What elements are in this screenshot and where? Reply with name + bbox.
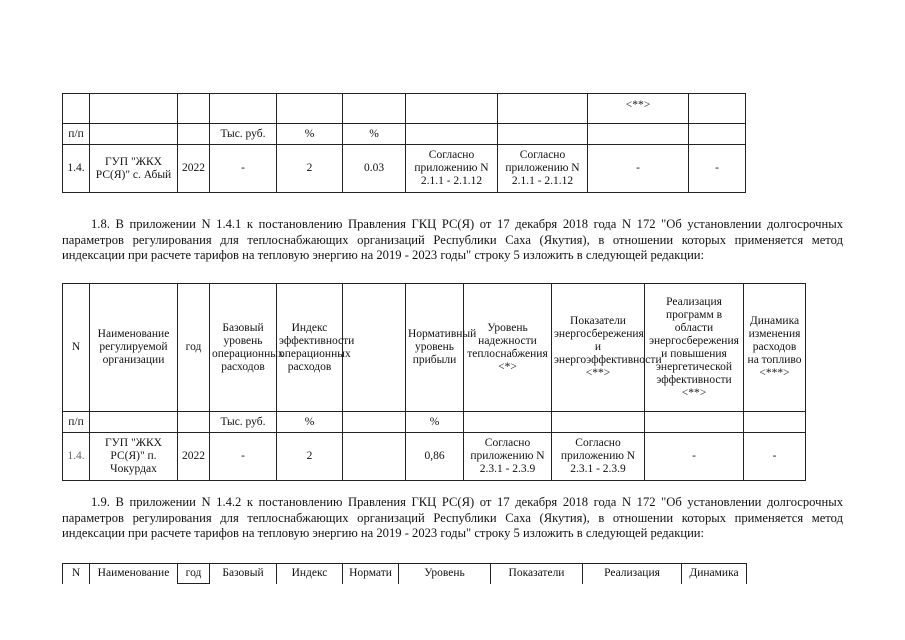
table-2 — [62, 283, 806, 481]
cell — [90, 412, 178, 433]
cell — [178, 412, 210, 433]
header-norm: Нормативный уровень прибыли — [406, 284, 464, 412]
paragraph-1-8: 1.8. В приложении N 1.4.1 к постановлению Правления ГКЦ РС(Я) от 17 декабря 2018 года N 172 "Об установлении долгосрочных параметров регулирования для теплоснабжающих организаций Республики Саха (Якутия), в отношении которых применяется метод индексации при расчете тарифов на тепловую энергию на 2019 - 2023 годы" строку 5 изложить в следующей редакции: — [62, 217, 843, 262]
header-num: N — [63, 564, 90, 584]
cell — [277, 94, 343, 124]
row-index: 2 — [277, 145, 343, 193]
cell — [744, 412, 806, 433]
row-programs: - — [645, 433, 744, 481]
label-index-unit: % — [277, 124, 343, 145]
header-energy: Показатели энергосбережения и энергоэффективности <**> — [552, 284, 645, 412]
row-reliability: Согласно приложению N 2.3.1 - 2.3.9 — [464, 433, 552, 481]
cell — [90, 94, 178, 124]
label-base-unit: Тыс. руб. — [210, 412, 277, 433]
cell — [343, 94, 406, 124]
row-base: - — [210, 433, 277, 481]
label-index-unit: % — [277, 412, 343, 433]
row-org: ГУП "ЖКХ РС(Я)" с. Абый — [90, 145, 178, 193]
row-year: 2022 — [178, 433, 210, 481]
cell — [90, 124, 178, 145]
table-3-header-row — [63, 564, 747, 584]
header-fuel: Динамика — [682, 564, 747, 584]
table-2-label-row — [63, 412, 806, 433]
row-norm: 0,86 — [406, 433, 464, 481]
header-index: Индекс — [277, 564, 343, 584]
table-row — [63, 145, 746, 193]
cell — [552, 412, 645, 433]
paragraph-1-9: 1.9. В приложении N 1.4.2 к постановлению Правления ГКЦ РС(Я) от 17 декабря 2018 года N 172 "Об установлении долгосрочных параметров регулирования для теплоснабжающих организаций Республики Саха (Якутия), в отношении которых применяется метод индексации при расчете тарифов на тепловую энергию на 2019 - 2023 годы" строку 5 изложить в следующей редакции: — [62, 495, 843, 540]
row-norm: 0.03 — [343, 145, 406, 193]
row-org: ГУП "ЖКХ РС(Я)" п. Чокурдах — [90, 433, 178, 481]
table-1-top-row — [63, 94, 746, 124]
header-blank — [343, 284, 406, 412]
cell — [210, 94, 277, 124]
row-reliability: Согласно приложению N 2.1.1 - 2.1.12 — [406, 145, 498, 193]
cell — [178, 94, 210, 124]
table-2-header-row — [63, 284, 806, 412]
row-programs: - — [588, 145, 689, 193]
header-base: Базовый — [210, 564, 277, 584]
cell — [464, 412, 552, 433]
cell-programs-note: <**> — [588, 94, 689, 124]
header-year: год — [178, 284, 210, 412]
header-reliability: Уровень надежности теплоснабжения <*> — [464, 284, 552, 412]
table-3 — [62, 563, 747, 584]
header-reliability: Уровень — [399, 564, 491, 584]
header-norm: Нормати — [343, 564, 399, 584]
row-num: 1.4. — [63, 145, 90, 193]
header-num: N — [63, 284, 90, 412]
cell — [498, 124, 588, 145]
cell — [406, 94, 498, 124]
header-programs: Реализация — [583, 564, 682, 584]
label-norm-unit: % — [406, 412, 464, 433]
cell — [178, 124, 210, 145]
cell — [689, 124, 746, 145]
cell — [406, 124, 498, 145]
label-num: п/п — [63, 124, 90, 145]
header-year: год — [178, 564, 210, 584]
row-index: 2 — [277, 433, 343, 481]
row-num: 1.4. — [63, 433, 90, 481]
header-index: Индекс эффективности операционных расходов — [277, 284, 343, 412]
table-1 — [62, 93, 746, 193]
header-org: Наименование регулируемой организации — [90, 284, 178, 412]
row-blank — [343, 433, 406, 481]
row-energy: Согласно приложению N 2.3.1 - 2.3.9 — [552, 433, 645, 481]
header-programs: Реализация программ в области энергосбережения и повышения энергетической эффективности <**> — [645, 284, 744, 412]
cell — [63, 94, 90, 124]
row-fuel: - — [689, 145, 746, 193]
header-base: Базовый уровень операционных расходов — [210, 284, 277, 412]
row-energy: Согласно приложению N 2.1.1 - 2.1.12 — [498, 145, 588, 193]
cell — [645, 412, 744, 433]
header-fuel: Динамика изменения расходов на топливо <***> — [744, 284, 806, 412]
cell — [343, 412, 406, 433]
label-norm-unit: % — [343, 124, 406, 145]
cell — [689, 94, 746, 124]
label-num: п/п — [63, 412, 90, 433]
table-1-label-row — [63, 124, 746, 145]
table-row — [63, 433, 806, 481]
row-fuel: - — [744, 433, 806, 481]
row-year: 2022 — [178, 145, 210, 193]
cell — [588, 124, 689, 145]
header-energy: Показатели — [491, 564, 583, 584]
label-base-unit: Тыс. руб. — [210, 124, 277, 145]
cell — [498, 94, 588, 124]
row-base: - — [210, 145, 277, 193]
header-org: Наименование — [90, 564, 178, 584]
